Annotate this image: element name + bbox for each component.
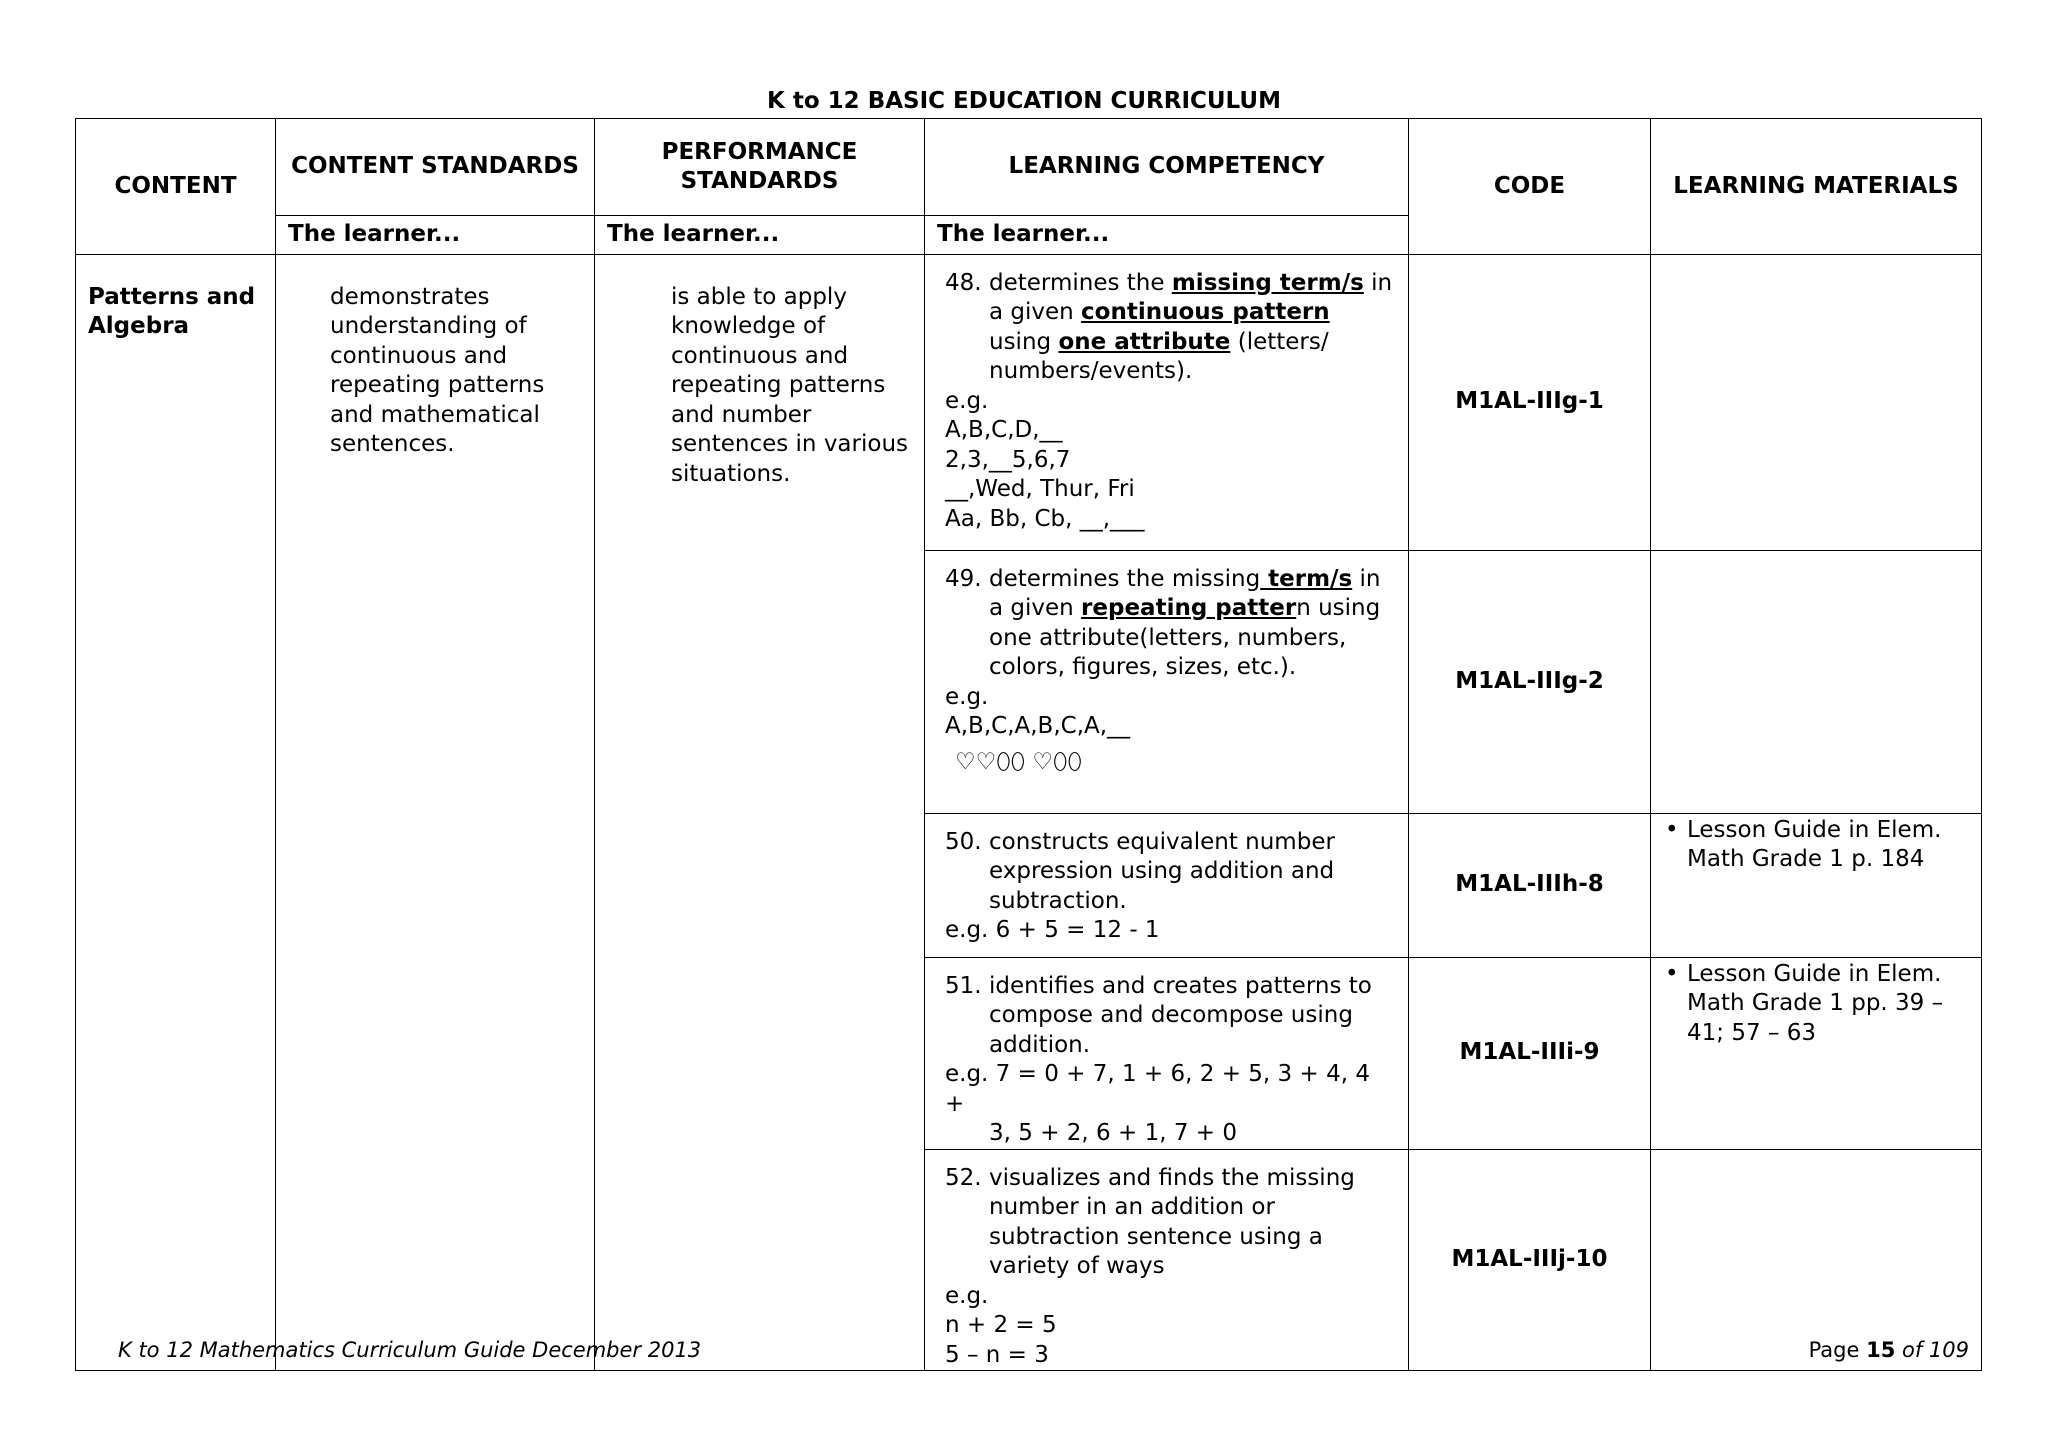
competency-number: 52.: [945, 1164, 982, 1191]
footer-guide-title: K to 12 Mathematics Curriculum Guide December 2013: [118, 1338, 702, 1362]
document-title: K to 12 BASIC EDUCATION CURRICULUM: [767, 88, 1281, 114]
competency-48: [925, 254, 1409, 550]
example-label: e.g.: [945, 1282, 989, 1309]
competency-text: determines the missing term/s in a given repeating pattern using one attribute(letters, numbers, colors, figures, sizes, etc.).: [989, 565, 1381, 680]
example-line: 3, 5 + 2, 6 + 1, 7 + 0: [989, 1120, 1237, 1146]
content-standard-cell: demonstrates understanding of continuous and repeating patterns and mathematical sentences.: [276, 254, 595, 1371]
example-label: e.g.: [945, 683, 989, 710]
competency-number: 51.: [945, 972, 982, 999]
competency-number: 50.: [945, 828, 982, 855]
example-line: A,B,C,D,__: [945, 417, 1063, 443]
example-line: Aa, Bb, Cb, __,___: [945, 505, 1145, 532]
competency-text: visualizes and finds the missing number in an addition or subtraction sentence using a variety of ways: [989, 1164, 1355, 1279]
performance-standard-cell: is able to apply knowledge of continuous and repeating patterns and number sentences in various situations.: [595, 254, 925, 1371]
learner-label-ps: The learner...: [595, 216, 925, 255]
example-line: 2,3,__5,6,7: [945, 446, 1071, 473]
materials-51: [1651, 957, 1982, 1149]
competency-number: 49.: [945, 565, 982, 592]
example-line: __,Wed, Thur, Fri: [945, 476, 1135, 502]
example-line: 5 – n = 3: [945, 1341, 1049, 1368]
material-text: Lesson Guide in Elem. Math Grade 1 pp. 39 – 41; 57 – 63: [1687, 960, 1944, 1046]
learner-label-cs: The learner...: [276, 216, 595, 255]
competency-text: identifies and creates patterns to compose and decompose using addition.: [989, 972, 1372, 1058]
competency-number: 48.: [945, 269, 982, 296]
example-label: e.g.: [945, 387, 989, 414]
competency-text: constructs equivalent number expression using addition and subtraction.: [989, 828, 1335, 914]
learner-label-lc: The learner...: [925, 216, 1409, 255]
example-line: A,B,C,A,B,C,A,__: [945, 713, 1131, 739]
bullet-icon: •: [1665, 960, 1679, 987]
example-line: n + 2 = 5: [945, 1312, 1057, 1338]
header-learning-materials: LEARNING MATERIALS: [1651, 119, 1982, 255]
competency-51: [925, 957, 1409, 1149]
materials-50: [1651, 813, 1982, 957]
bullet-icon: •: [1665, 816, 1679, 843]
header-learning-competency: LEARNING COMPETENCY: [925, 119, 1409, 216]
material-item: [1665, 960, 1971, 1049]
competency-52: [925, 1149, 1409, 1371]
code-51: M1AL-IIIi-9: [1409, 957, 1651, 1149]
header-performance-standards: PERFORMANCE STANDARDS: [595, 119, 925, 216]
materials-48: [1651, 254, 1982, 550]
header-content: CONTENT: [76, 119, 276, 255]
curriculum-table: [75, 118, 1982, 1371]
example-line: e.g. 6 + 5 = 12 - 1: [945, 917, 1160, 943]
competency-49: [925, 550, 1409, 813]
materials-49: [1651, 550, 1982, 813]
competency-50: [925, 813, 1409, 957]
footer-page-number: Page 15 of 109: [1808, 1338, 1969, 1362]
code-49: M1AL-IIIg-2: [1409, 550, 1651, 813]
competency-text: determines the missing term/s in a given continuous pattern using one attribute (letters/ numbers/events).: [989, 269, 1393, 384]
example-line: e.g. 7 = 0 + 7, 1 + 6, 2 + 5, 3 + 4, 4 +: [945, 1061, 1370, 1117]
header-content-standards: CONTENT STANDARDS: [276, 119, 595, 216]
code-52: M1AL-IIIj-10: [1409, 1149, 1651, 1371]
material-text: Lesson Guide in Elem. Math Grade 1 p. 184: [1687, 816, 1942, 872]
material-item: [1665, 816, 1971, 875]
content-cell: Patterns and Algebra: [76, 254, 276, 1371]
header-code: CODE: [1409, 119, 1651, 255]
code-50: M1AL-IIIh-8: [1409, 813, 1651, 957]
code-48: M1AL-IIIg-1: [1409, 254, 1651, 550]
shape-pattern: ♡♡⬯⬯ ♡⬯⬯: [955, 748, 1082, 775]
